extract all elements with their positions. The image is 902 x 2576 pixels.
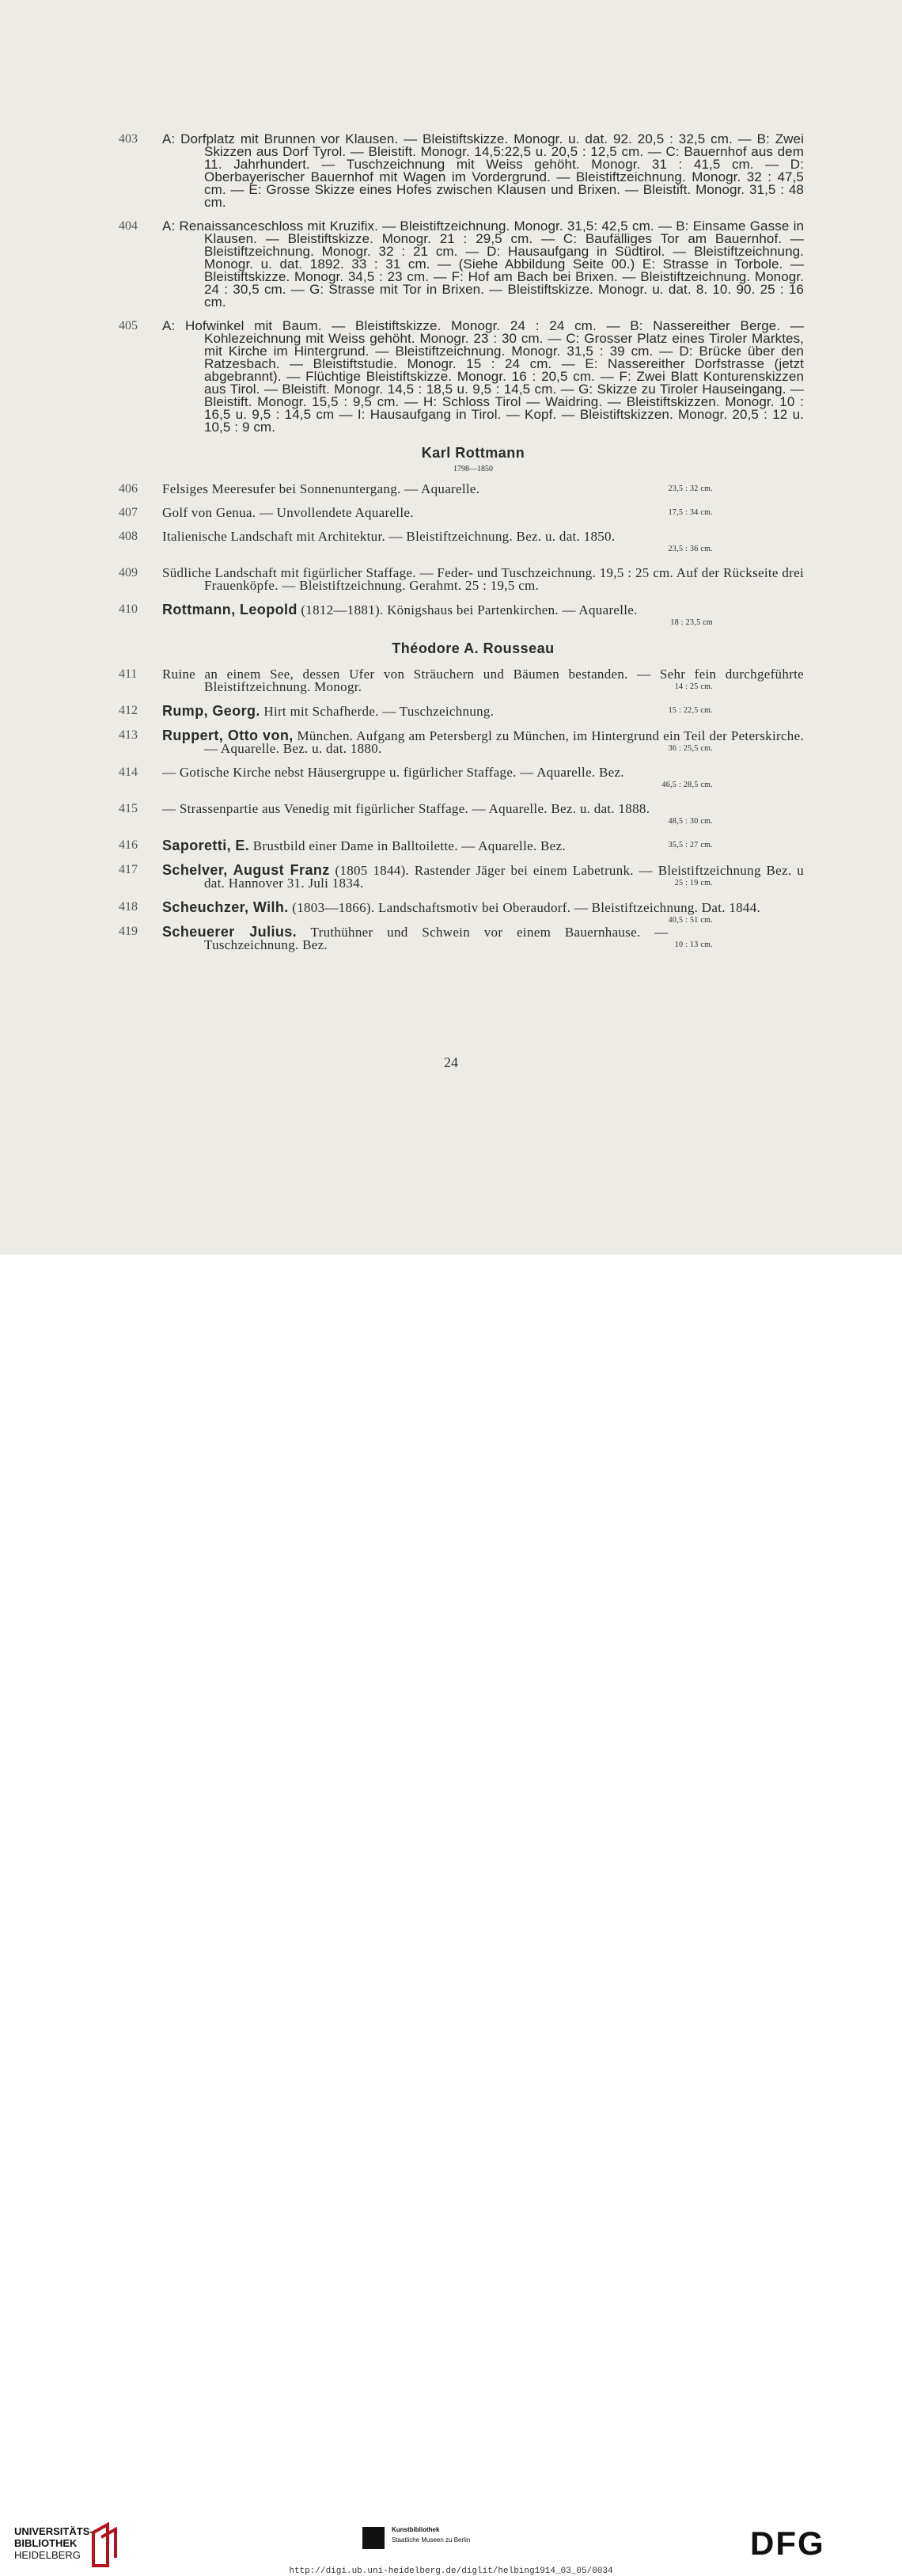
entry-dimensions: 23,5 : 32 cm.: [668, 484, 713, 493]
entry-dimensions: 23,5 : 36 cm.: [668, 545, 713, 553]
catalog-entry-414: [119, 766, 804, 792]
kb-title: Kunstbibliothek: [392, 2526, 440, 2533]
entry-number: 409: [119, 566, 138, 579]
catalog-entry-413: [119, 729, 804, 755]
entry-dimensions: 25 : 19 cm.: [674, 879, 713, 887]
catalog-entry-403: [119, 133, 804, 209]
entry-text: Felsiges Meeresufer bei Sonnenuntergang. — Aquarelle.: [162, 481, 480, 496]
entry-text: (1812—1881). Königshaus bei Partenkirchen. — Aquarelle.: [301, 602, 638, 617]
catalog-entry-412: [119, 705, 804, 718]
entry-number: 416: [119, 838, 138, 852]
entry-text: (1805 1844). Rastender Jäger bei einem Labetrunk. — Bleistiftzeichnung Bez. u dat. Hannover 31. Juli 1834.: [204, 863, 804, 891]
catalog-entry-405: [119, 320, 804, 434]
artist-name: Ruppert, Otto von,: [162, 728, 294, 743]
entry-body: [162, 705, 804, 718]
entry-dimensions: 40,5 : 51 cm.: [668, 916, 713, 925]
artist-name: Schelver, August Franz: [162, 862, 330, 878]
entry-number: 413: [119, 728, 138, 742]
artist-heading: Théodore A. Rousseau: [392, 640, 555, 656]
entry-text: Südliche Landschaft mit figürlicher Staffage. — Feder- und Tuschzeichnung. 19,5 : 25 cm. Auf der Rückseite drei Frauenköpfe. — Bleistiftzeichnung. Gerahmt. 25 : 19,5 cm.: [162, 565, 804, 593]
dfg-logo[interactable]: DFG: [750, 2525, 825, 2562]
catalog-entry-409: [119, 567, 804, 592]
entry-text: A: Dorfplatz mit Brunnen vor Klausen. — Bleistiftskizze. Monogr. u. dat. 92. 20,5 : 32,5 cm. — B: Zwei Skizzen aus Dorf Tyrol. — Bleistift. Monogr. 14,5:22,5 u. 20,5 : 12,5 cm. — C: Bauernhof aus dem 11. Jahrhundert. — Tuschzeichnung mit Weiss gehöht. Monogr. 31 : 41,5 cm. — D: Oberbayerischer Bauernhof mit Wagen im Vordergrund. — Bleistiftzeichnung. Monogr. 32 : 47,5 cm. — E: Grosse Skizze eines Hofes zwischen Klausen und Brixen. — Bleistift. Monogr. 31,5 : 48 cm.: [162, 131, 804, 210]
catalog-entry-415: [119, 803, 804, 828]
entry-text: Truthühner und Schwein vor einem Bauernhause. — Tuschzeichnung. Bez.: [204, 925, 669, 952]
entry-number: 403: [119, 132, 138, 146]
entry-dimensions: 15 : 22,5 cm.: [668, 706, 713, 715]
entry-number: 418: [119, 900, 138, 914]
artist-years: 1798—1850: [453, 465, 493, 473]
artist-name: Rottmann, Leopold: [162, 602, 298, 617]
entry-dimensions: 14 : 25 cm.: [674, 682, 713, 691]
entry-body: [162, 507, 804, 519]
entry-number: 410: [119, 602, 138, 616]
ub-line-1: UNIVERSITÄTS-: [14, 2525, 93, 2537]
entry-number: 404: [119, 219, 138, 233]
kunstbibliothek-wordmark[interactable]: [392, 2525, 470, 2545]
entry-number: 405: [119, 319, 138, 332]
entry-body: [162, 483, 804, 496]
catalog-entry-419: [119, 925, 804, 952]
entry-text: A: Renaissanceschloss mit Kruzifix. — Bleistiftzeichnung. Monogr. 31,5: 42,5 cm. — B: Einsame Gasse in Klausen. — Bleistiftskizze. Monogr. 21 : 29,5 cm. — C: Baufälliges Tor am Bauernhof. — Bleistiftzeichnung. Monogr. 32 : 21 cm. — D: Hausaufgang in Südtirol. — Bleistiftzeichnung. Monogr. u. dat. 1892. 33 : 31 cm. — (Siehe Abbildung Seite 00.) E: Strasse in Torbole. — Bleistiftskizze. Monogr. 34,5 : 23 cm. — F: Hof am Bach bei Brixen. — Bleistiftzeichnung. Monogr. 24 : 30,5 cm. — G: Strasse mit Tor in Brixen. — Bleistiftskizze. Monogr. u. dat. 8. 10. 90. 25 : 16 cm.: [162, 218, 804, 310]
entry-dimensions: 35,5 : 27 cm.: [668, 841, 713, 849]
entry-text: Hirt mit Schafherde. — Tuschzeichnung.: [263, 704, 495, 719]
page-number: 24: [444, 1054, 458, 1070]
entry-number: 414: [119, 766, 138, 779]
entry-list: [119, 133, 804, 963]
entry-dimensions: 18 : 23,5 cm: [670, 618, 713, 627]
entry-body: [162, 530, 804, 556]
catalog-entry-416: [119, 839, 804, 853]
entry-text: — Strassenpartie aus Venedig mit figürlicher Staffage. — Aquarelle. Bez. u. dat. 1888.: [162, 801, 650, 816]
catalog-entry-404: [119, 220, 804, 309]
entry-body: [162, 603, 804, 629]
entry-body: [162, 899, 804, 925]
artist-name: Scheuchzer, Wilh.: [162, 899, 289, 915]
entry-text: Ruine an einem See, dessen Ufer von Sträuchern und Bäumen bestanden. — Sehr fein durchgeführte Bleistiftzeichnung. Monogr.: [162, 667, 804, 694]
entry-text: Brustbild einer Dame in Balltoilette. — Aquarelle. Bez.: [252, 838, 566, 853]
artist-name: Rump, Georg.: [162, 703, 260, 719]
catalog-entry-407: [119, 507, 804, 519]
artist-heading: Karl Rottmann: [421, 445, 525, 461]
catalog-entry-410: [119, 603, 804, 629]
entry-number: 406: [119, 482, 138, 496]
entry-text: A: Hofwinkel mit Baum. — Bleistiftskizze. Monogr. 24 : 24 cm. — B: Nassereither Berge. — Kohlezeichnung mit Weiss gehöht. Monogr. 23 : 30 cm. — C: Grosser Platz eines Tiroler Marktes, mit Kirche im Hintergrund. — Bleistiftzeichnung. Monogr. 31,5 : 39 cm. — D: Brücke über den Ratzesbach. — Bleistiftstudie. Monogr. 15 : 24 cm. — E: Nassereither Dorfstrasse (jetzt abgebrannt). — Flüchtige Bleistiftskizze. Monogr. 16 : 20,5 cm. — F: Zwei Blatt Konturenskizzen aus Tirol. — Bleistift. Monogr. 14,5 : 18,5 u. 9,5 : 14,5 cm. — G: Skizze zu Tiroler Hauseingang. — Bleistift. Monogr. 15,5 : 9,5 cm. — H: Schloss Tirol — Waidring. — Bleistiftskizzen. Monogr. 10 : 16,5 u. 9,5 : 14,5 cm — I: Hausaufgang in Tirol. — Kopf. — Bleistiftskizzen. Monogr. 20,5 : 12 u. 10,5 : 9 cm.: [162, 318, 804, 435]
entry-body: [162, 668, 804, 693]
ub-line-3: HEIDELBERG: [14, 2549, 81, 2561]
entry-body: [162, 729, 804, 755]
catalog-entry-411: [119, 668, 804, 693]
entry-text: (1803—1866). Landschaftsmotiv bei Oberaudorf. — Bleistiftzeichnung. Dat. 1844.: [292, 900, 761, 915]
entry-text: — Gotische Kirche nebst Häusergruppe u. figürlicher Staffage. — Aquarelle. Bez.: [162, 765, 624, 780]
ub-line-2: BIBLIOTHEK: [14, 2537, 78, 2549]
entry-number: 415: [119, 802, 138, 815]
entry-number: 417: [119, 863, 138, 876]
entry-number: 408: [119, 530, 138, 543]
catalog-entry-406: [119, 483, 804, 496]
artist-name: Saporetti, E.: [162, 838, 250, 853]
entry-number: 419: [119, 925, 138, 938]
entry-body: [162, 925, 804, 952]
catalog-entry-417: [119, 864, 804, 890]
catalog-entry-418: [119, 899, 804, 925]
ub-logo-icon: [87, 2521, 122, 2569]
entry-text: München. Aufgang am Petersbergl zu München, im Hintergrund ein Teil der Peterskirche. — Aquarelle. Bez. u. dat. 1880.: [204, 728, 805, 756]
entry-text: Italienische Landschaft mit Architektur. — Bleistiftzeichnung. Bez. u. dat. 1850.: [162, 529, 616, 544]
footer-bar: [0, 1255, 902, 2576]
ub-heidelberg-wordmark[interactable]: [14, 2525, 93, 2561]
entry-dimensions: 46,5 : 28,5 cm.: [661, 781, 713, 789]
entry-number: 412: [119, 704, 138, 717]
entry-number: 411: [119, 667, 138, 681]
entry-body: [162, 766, 804, 792]
entry-dimensions: 10 : 13 cm.: [674, 940, 713, 949]
entry-body: [162, 864, 804, 890]
entry-dimensions: 17,5 : 34 cm.: [668, 508, 713, 517]
catalog-page: [0, 0, 902, 1255]
kunstbibliothek-logo-icon: [362, 2527, 385, 2549]
kb-subtitle: Staatliche Museen zu Berlin: [392, 2536, 471, 2544]
entry-dimensions: 48,5 : 30 cm.: [668, 817, 713, 826]
catalog-entry-408: [119, 530, 804, 556]
entry-number: 407: [119, 506, 138, 519]
source-url[interactable]: http://digi.ub.uni-heidelberg.de/diglit/helbing1914_03_05/0034: [289, 2567, 613, 2576]
entry-dimensions: 36 : 25,5 cm.: [668, 744, 713, 753]
artist-name: Scheuerer Julius.: [162, 924, 298, 940]
entry-body: [162, 803, 804, 828]
entry-body: [162, 839, 804, 853]
entry-text: Golf von Genua. — Unvollendete Aquarelle.: [162, 505, 414, 520]
